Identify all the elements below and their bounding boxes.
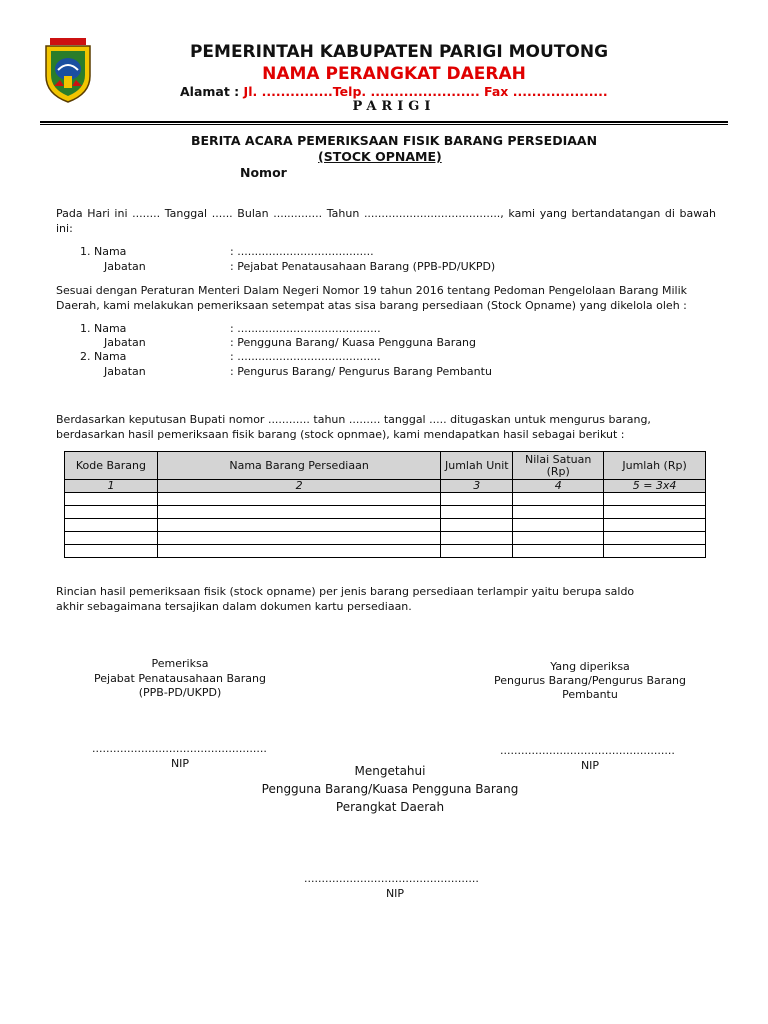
col-number: 3 xyxy=(441,480,513,493)
table-number-row xyxy=(65,480,706,493)
city-text: PARIGI xyxy=(352,99,436,114)
closing-paragraph: Rincian hasil pemeriksaan fisik (stock opname) per jenis barang persediaan terlampir yaitu berupa saldo akhir sebagaimana tersajikan dalam dokumen kartu persediaan. xyxy=(56,585,635,613)
address-line xyxy=(180,84,608,99)
table-cell[interactable] xyxy=(513,545,604,558)
person3-name-label: 2. Nama xyxy=(80,350,127,363)
col-number: 5 = 3x4 xyxy=(604,480,706,493)
table-cell[interactable] xyxy=(65,519,158,532)
table-cell[interactable] xyxy=(604,532,706,545)
person1-position-label: Jabatan xyxy=(104,260,146,273)
col-number: 2 xyxy=(157,480,440,493)
col-header-qty: Jumlah Unit xyxy=(441,452,513,480)
table-cell[interactable] xyxy=(604,545,706,558)
person1-name-value: : ....................................... xyxy=(230,245,374,258)
person2-name-label: 1. Nama xyxy=(80,322,127,335)
right-nip: NIP xyxy=(580,759,600,772)
center-nip: NIP xyxy=(385,887,405,900)
person2-position-label: Jabatan xyxy=(104,336,146,349)
table-cell[interactable] xyxy=(604,519,706,532)
city-name xyxy=(0,99,768,114)
table-row xyxy=(65,519,706,532)
table-row xyxy=(65,532,706,545)
center-signature-line: .................................................. xyxy=(304,872,479,885)
right-signer-role: Yang diperiksa xyxy=(550,660,630,673)
center-signer-role: Mengetahui xyxy=(354,764,426,778)
table-cell[interactable] xyxy=(513,506,604,519)
table-cell[interactable] xyxy=(65,493,158,506)
table-cell[interactable] xyxy=(157,532,440,545)
regulation-paragraph: Sesuai dengan Peraturan Menteri Dalam Negeri Nomor 19 tahun 2016 tentang Pedoman Pengelolaan Barang Milik Daerah, kami melakukan pemeriksaan setempat atas sisa barang persediaan (Stock Opname) yang dikelola oleh : xyxy=(56,284,688,312)
right-signer-position: Pengurus Barang/Pengurus Barang Pembantu xyxy=(493,674,687,701)
person3-position-label: Jabatan xyxy=(104,365,146,378)
table-cell[interactable] xyxy=(157,493,440,506)
left-nip: NIP xyxy=(170,757,190,770)
table-cell[interactable] xyxy=(65,506,158,519)
table-cell[interactable] xyxy=(441,506,513,519)
person1-position-value: : Pejabat Penatausahaan Barang (PPB-PD/UKPD) xyxy=(230,260,496,273)
col-number: 1 xyxy=(65,480,158,493)
center-signer-position: Pengguna Barang/Kuasa Pengguna Barang xyxy=(261,782,519,796)
table-cell[interactable] xyxy=(513,493,604,506)
stock-table xyxy=(64,451,706,558)
person1-name-label: 1. Nama xyxy=(80,245,127,258)
right-signature-line: .................................................. xyxy=(500,744,675,757)
left-signer-position: Pejabat Penatausahaan Barang (PPB-PD/UKPD) xyxy=(94,672,266,699)
table-cell[interactable] xyxy=(604,493,706,506)
table-row xyxy=(65,545,706,558)
col-header-code: Kode Barang xyxy=(65,452,158,480)
table-cell[interactable] xyxy=(441,545,513,558)
table-cell[interactable] xyxy=(65,532,158,545)
opening-paragraph: Pada Hari ini ........ Tanggal ...... Bulan .............. Tahun ......................................., kami yang bertandatangan di bawah ini: xyxy=(56,207,716,235)
col-header-unit-price: Nilai Satuan (Rp) xyxy=(513,452,604,480)
center-signer-unit: Perangkat Daerah xyxy=(335,800,445,814)
table-cell[interactable] xyxy=(65,545,158,558)
table-cell[interactable] xyxy=(441,519,513,532)
government-title: PEMERINTAH KABUPATEN PARIGI MOUTONG xyxy=(189,42,609,62)
header-rule xyxy=(40,121,728,123)
left-signer-role: Pemeriksa xyxy=(151,657,209,670)
table-cell[interactable] xyxy=(157,506,440,519)
table-cell[interactable] xyxy=(441,532,513,545)
col-header-name: Nama Barang Persediaan xyxy=(157,452,440,480)
table-row xyxy=(65,506,706,519)
table-cell[interactable] xyxy=(441,493,513,506)
document-number: Nomor xyxy=(240,165,287,180)
header-rule-thin xyxy=(40,124,728,125)
table-cell[interactable] xyxy=(513,519,604,532)
person3-position-value: : Pengurus Barang/ Pengurus Barang Pembantu xyxy=(230,365,492,378)
table-cell[interactable] xyxy=(513,532,604,545)
col-header-total: Jumlah (Rp) xyxy=(604,452,706,480)
document-title: BERITA ACARA PEMERIKSAAN FISIK BARANG PERSEDIAAN xyxy=(190,133,598,148)
person2-position-value: : Pengguna Barang/ Kuasa Pengguna Barang xyxy=(230,336,477,349)
table-cell[interactable] xyxy=(604,506,706,519)
person2-name-value: : ......................................... xyxy=(230,322,381,335)
address-value: Jl. ...............Telp. ....................... Fax .................... xyxy=(243,84,608,99)
decree-paragraph: Berdasarkan keputusan Bupati nomor ............ tahun ......... tanggal ..... ditugaskan untuk mengurus barang, berdasarkan hasil pemeriksaan fisik barang (stock opnmae), kami mendapatkan hasil sebagai berikut : xyxy=(56,413,651,441)
document-subtitle: (STOCK OPNAME) xyxy=(318,149,442,164)
person3-name-value: : ......................................... xyxy=(230,350,381,363)
address-label: Alamat : xyxy=(180,84,240,99)
table-header-row xyxy=(65,452,706,480)
left-signature-line: .................................................. xyxy=(92,742,267,755)
table-cell[interactable] xyxy=(157,545,440,558)
col-number: 4 xyxy=(513,480,604,493)
table-row xyxy=(65,493,706,506)
table-cell[interactable] xyxy=(157,519,440,532)
agency-name: NAMA PERANGKAT DAERAH xyxy=(262,64,526,84)
